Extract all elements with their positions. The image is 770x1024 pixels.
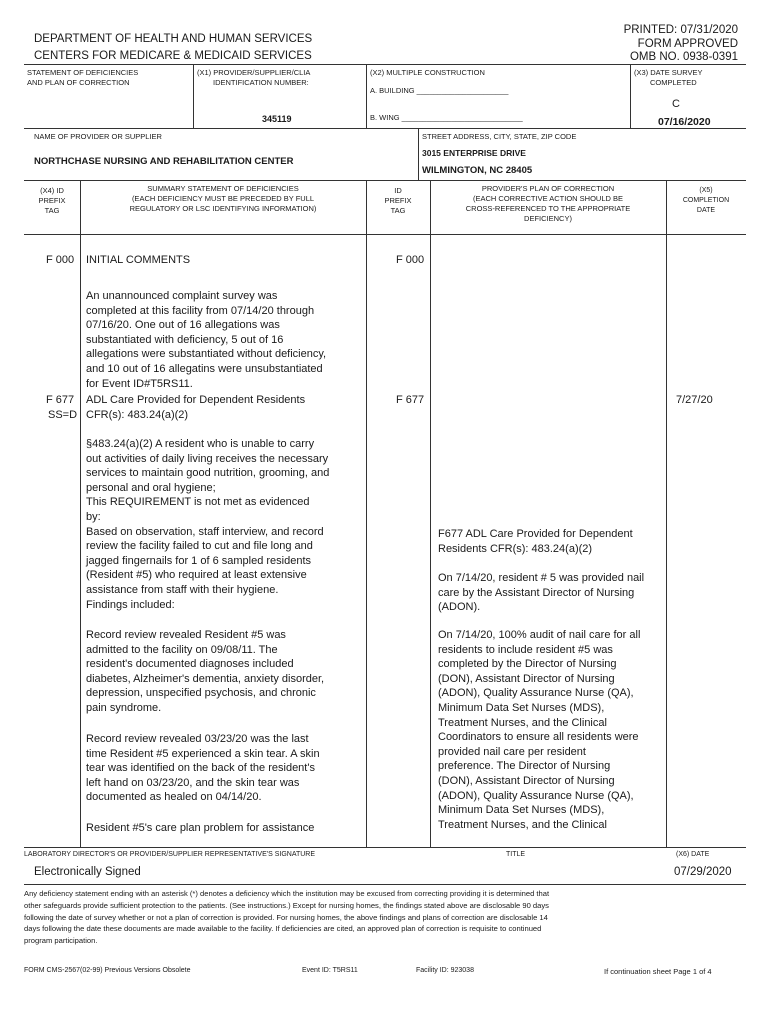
x1-label: (X1) PROVIDER/SUPPLIER/CLIA	[197, 68, 311, 77]
plan-line: (DON), Assistant Director of Nursing	[438, 672, 615, 685]
plan-nail-care	[438, 571, 644, 615]
id-header-line: ID	[394, 186, 402, 195]
agency-title: CENTERS FOR MEDICARE & MEDICAID SERVICES	[34, 50, 312, 62]
text-line: admitted to the facility on 09/08/11. The	[86, 643, 278, 656]
summary-header-line: REGULATORY OR LSC IDENTIFYING INFORMATION)	[129, 204, 317, 213]
street-address: 3015 ENTERPRISE DRIVE	[422, 148, 526, 158]
text-line: §483.24(a)(2) A resident who is unable to carry	[86, 438, 315, 450]
provider-name: NORTHCHASE NURSING AND REHABILITATION CENTER	[34, 156, 294, 167]
plan-line: residents to include resident #5 was	[438, 643, 613, 656]
text-line: This REQUIREMENT is not met as evidenced	[86, 496, 310, 509]
f677-cfr: CFR(s): 483.24(a)(2)	[86, 409, 189, 421]
x3-code: C	[672, 98, 680, 110]
x3-label-2: COMPLETED	[650, 78, 697, 87]
divider-col-summary	[366, 180, 367, 847]
summary-header-line: (EACH DEFICIENCY MUST BE PRECEDED BY FULL	[131, 194, 315, 203]
f677-title: ADL Care Provided for Dependent Residents	[86, 394, 306, 406]
plan-header-line: DEFICIENCY)	[524, 214, 572, 223]
tag-f677-left: F 677	[46, 394, 75, 406]
text-line: jagged fingernails for 1 of 6 sampled residents	[86, 554, 312, 567]
plan-line: On 7/14/20, resident # 5 was provided nail	[438, 572, 645, 584]
divider-col-x4	[80, 180, 81, 847]
plan-header-line: CROSS-REFERENCED TO THE APPROPRIATE	[465, 204, 631, 213]
survey-completed-date: 07/16/2020	[658, 116, 711, 128]
plan-line: On 7/14/20, 100% audit of nail care for all	[438, 629, 641, 641]
form-approved: FORM APPROVED	[637, 38, 738, 50]
disclaimer-line: program participation.	[24, 936, 98, 946]
text-line: Findings included:	[86, 598, 175, 611]
header-box-top-border	[24, 64, 746, 65]
signature-value: Electronically Signed	[34, 866, 141, 878]
summary-header	[80, 184, 366, 214]
x5-header-line: COMPLETION	[682, 197, 730, 204]
disclaimer-line: other safeguards provide sufficient protection to the patients. (See instructions.) Except for nursing homes, the findings stated above are disclosable 90 days	[24, 900, 549, 910]
text-line: depression, unspecified psychosis, and chronic	[86, 687, 316, 700]
initial-comments-text	[86, 289, 326, 391]
printed-date: PRINTED: 07/31/2020	[623, 24, 738, 36]
plan-line: F677 ADL Care Provided for Dependent	[438, 528, 633, 540]
plan-header-line: (EACH CORRECTIVE ACTION SHOULD BE	[472, 194, 624, 203]
x5-header	[666, 186, 746, 216]
plan-line: Minimum Data Set Nurses (MDS),	[438, 701, 605, 714]
plan-line: completed by the Director of Nursing	[438, 658, 617, 671]
table-bottom-border	[24, 847, 746, 848]
x2-label: (X2) MULTIPLE CONSTRUCTION	[370, 68, 485, 77]
provider-box-bottom-border	[24, 180, 746, 181]
plan-line: (ADON), Quality Assurance Nurse (QA),	[438, 687, 634, 700]
scope-severity: SS=D	[48, 409, 78, 421]
x4-header-line: PREFIX	[38, 196, 66, 205]
text-line: documented as healed on 04/14/20.	[86, 791, 262, 804]
disclaimer-line: following the date of survey whether or not a plan of correction is provided. For nursing homes, the above findings and plans of correction are disclosable 14	[24, 912, 548, 922]
header-box-bottom-border	[24, 128, 746, 129]
text-line: allegations were substantiated without deficiency,	[86, 348, 327, 361]
x4-header-line: (X4) ID	[40, 186, 64, 195]
disclaimer-line: Any deficiency statement ending with an asterisk (*) denotes a deficiency which the institution may be excused from correcting providing it is determined that	[24, 889, 550, 898]
text-line: tear was identified on the back of the resident's	[86, 762, 315, 775]
x4-header-line: TAG	[44, 206, 60, 215]
divider-x2	[366, 64, 367, 128]
text-line: pain syndrome.	[86, 701, 162, 714]
text-line: 07/16/20. One out of 16 allegations was	[86, 319, 280, 332]
text-line: services to maintain good nutrition, grooming, and	[86, 467, 330, 480]
department-title: DEPARTMENT OF HEALTH AND HUMAN SERVICES	[34, 33, 313, 45]
text-line: Resident #5's care plan problem for assistance	[86, 822, 315, 834]
tag-f677-right: F 677	[396, 394, 425, 406]
regulation-text	[86, 437, 329, 612]
disclaimer-text	[24, 888, 549, 947]
plan-line: Treatment Nurses, and the Clinical	[438, 818, 607, 831]
id-header-line: TAG	[390, 206, 406, 215]
plan-line: Treatment Nurses, and the Clinical	[438, 716, 607, 729]
divider-col-id	[430, 180, 431, 847]
continuation-note: If continuation sheet Page 1 of 4	[604, 967, 712, 976]
text-line: (Resident #5) who required at least extensive	[86, 569, 307, 582]
plan-line: (ADON).	[438, 601, 481, 614]
x3-label: (X3) DATE SURVEY	[634, 68, 703, 77]
facility-id: Facility ID: 923038	[416, 967, 474, 974]
initial-comments-heading: INITIAL COMMENTS	[86, 254, 191, 266]
completion-date: 7/27/20	[676, 394, 713, 406]
x4-header	[24, 186, 80, 216]
plan-header	[430, 184, 666, 224]
text-line: left hand on 03/23/20, and the skin tear was	[86, 776, 300, 789]
id-header	[366, 186, 430, 216]
event-id: Event ID: T5RS11	[302, 967, 358, 974]
text-line: review the facility failed to cut and file long and	[86, 540, 313, 553]
tag-f000-right: F 000	[396, 254, 425, 266]
plan-header-line: PROVIDER'S PLAN OF CORRECTION	[481, 184, 615, 193]
text-line: assistance from staff with their hygiene.	[86, 583, 279, 596]
text-line: out activities of daily living receives the necessary	[86, 452, 329, 465]
form-number: FORM CMS-2567(02-99) Previous Versions Obsolete	[24, 967, 191, 974]
signature-bottom-border	[24, 884, 746, 885]
plan-line: care by the Assistant Director of Nursing	[438, 586, 635, 599]
plan-heading	[438, 527, 633, 556]
signature-label: LABORATORY DIRECTOR'S OR PROVIDER/SUPPLIER REPRESENTATIVE'S SIGNATURE	[24, 851, 316, 858]
provider-number: 345119	[262, 114, 292, 124]
tag-f000-left: F 000	[46, 254, 75, 266]
plan-line: (DON), Assistant Director of Nursing	[438, 774, 615, 787]
text-line: resident's documented diagnoses included	[86, 658, 294, 671]
x5-header-line: DATE	[696, 207, 716, 214]
plan-line: Residents CFR(s): 483.24(a)(2)	[438, 542, 593, 555]
id-header-line: PREFIX	[384, 196, 412, 205]
x1-label-2: IDENTIFICATION NUMBER:	[213, 78, 309, 87]
plan-line: provided nail care per resident	[438, 745, 586, 758]
text-line: time Resident #5 experienced a skin tear. A skin	[86, 747, 320, 760]
text-line: by:	[86, 510, 101, 523]
divider-x1	[193, 64, 194, 128]
text-line: Record review revealed 03/23/20 was the last	[86, 733, 309, 745]
divider-x3	[630, 64, 631, 128]
address-label: STREET ADDRESS, CITY, STATE, ZIP CODE	[422, 132, 577, 141]
text-line: diabetes, Alzheimer's dementia, anxiety disorder,	[86, 672, 325, 685]
record-review-skin-tear	[86, 732, 320, 805]
divider-col-plan	[666, 180, 667, 847]
text-line: An unannounced complaint survey was	[86, 290, 278, 302]
provider-name-label: NAME OF PROVIDER OR SUPPLIER	[34, 132, 162, 141]
summary-header-line: SUMMARY STATEMENT OF DEFICIENCIES	[147, 184, 299, 193]
plan-line: (ADON), Quality Assurance Nurse (QA),	[438, 789, 634, 802]
text-line: Record review revealed Resident #5 was	[86, 629, 286, 641]
text-line: personal and oral hygiene;	[86, 481, 216, 494]
care-plan-text	[86, 821, 314, 836]
column-header-bottom-border	[24, 234, 746, 235]
divider-address	[418, 128, 419, 180]
statement-label: STATEMENT OF DEFICIENCIES	[27, 68, 139, 77]
x5-header-line: (X5)	[699, 187, 713, 194]
statement-label-2: AND PLAN OF CORRECTION	[27, 78, 130, 87]
plan-audit	[438, 628, 640, 832]
title-label: TITLE	[506, 851, 526, 858]
text-line: completed at this facility from 07/14/20 through	[86, 304, 315, 317]
disclaimer-line: days following the date these documents are made available to the facility. If deficiencies are cited, an approved plan of correction is requisite to continued	[24, 924, 542, 934]
city-state-zip: WILMINGTON, NC 28405	[422, 165, 533, 176]
x2-wing: B. WING _____________________________	[370, 113, 523, 122]
x2-building: A. BUILDING ______________________	[370, 86, 509, 95]
text-line: Based on observation, staff interview, and record	[86, 525, 324, 538]
plan-line: Coordinators to ensure all residents were	[438, 731, 639, 744]
x6-date-label: (X6) DATE	[676, 851, 710, 858]
text-line: for Event ID#T5RS11.	[86, 377, 193, 390]
signature-date: 07/29/2020	[674, 866, 732, 878]
record-review-admission	[86, 628, 324, 716]
text-line: substantiated with deficiency, 5 out of 16	[86, 333, 284, 346]
plan-line: preference. The Director of Nursing	[438, 760, 611, 773]
omb-number: OMB NO. 0938-0391	[629, 51, 738, 63]
plan-line: Minimum Data Set Nurses (MDS),	[438, 804, 605, 817]
text-line: and 10 out of 16 allegatins were unsubstantiated	[86, 362, 323, 375]
